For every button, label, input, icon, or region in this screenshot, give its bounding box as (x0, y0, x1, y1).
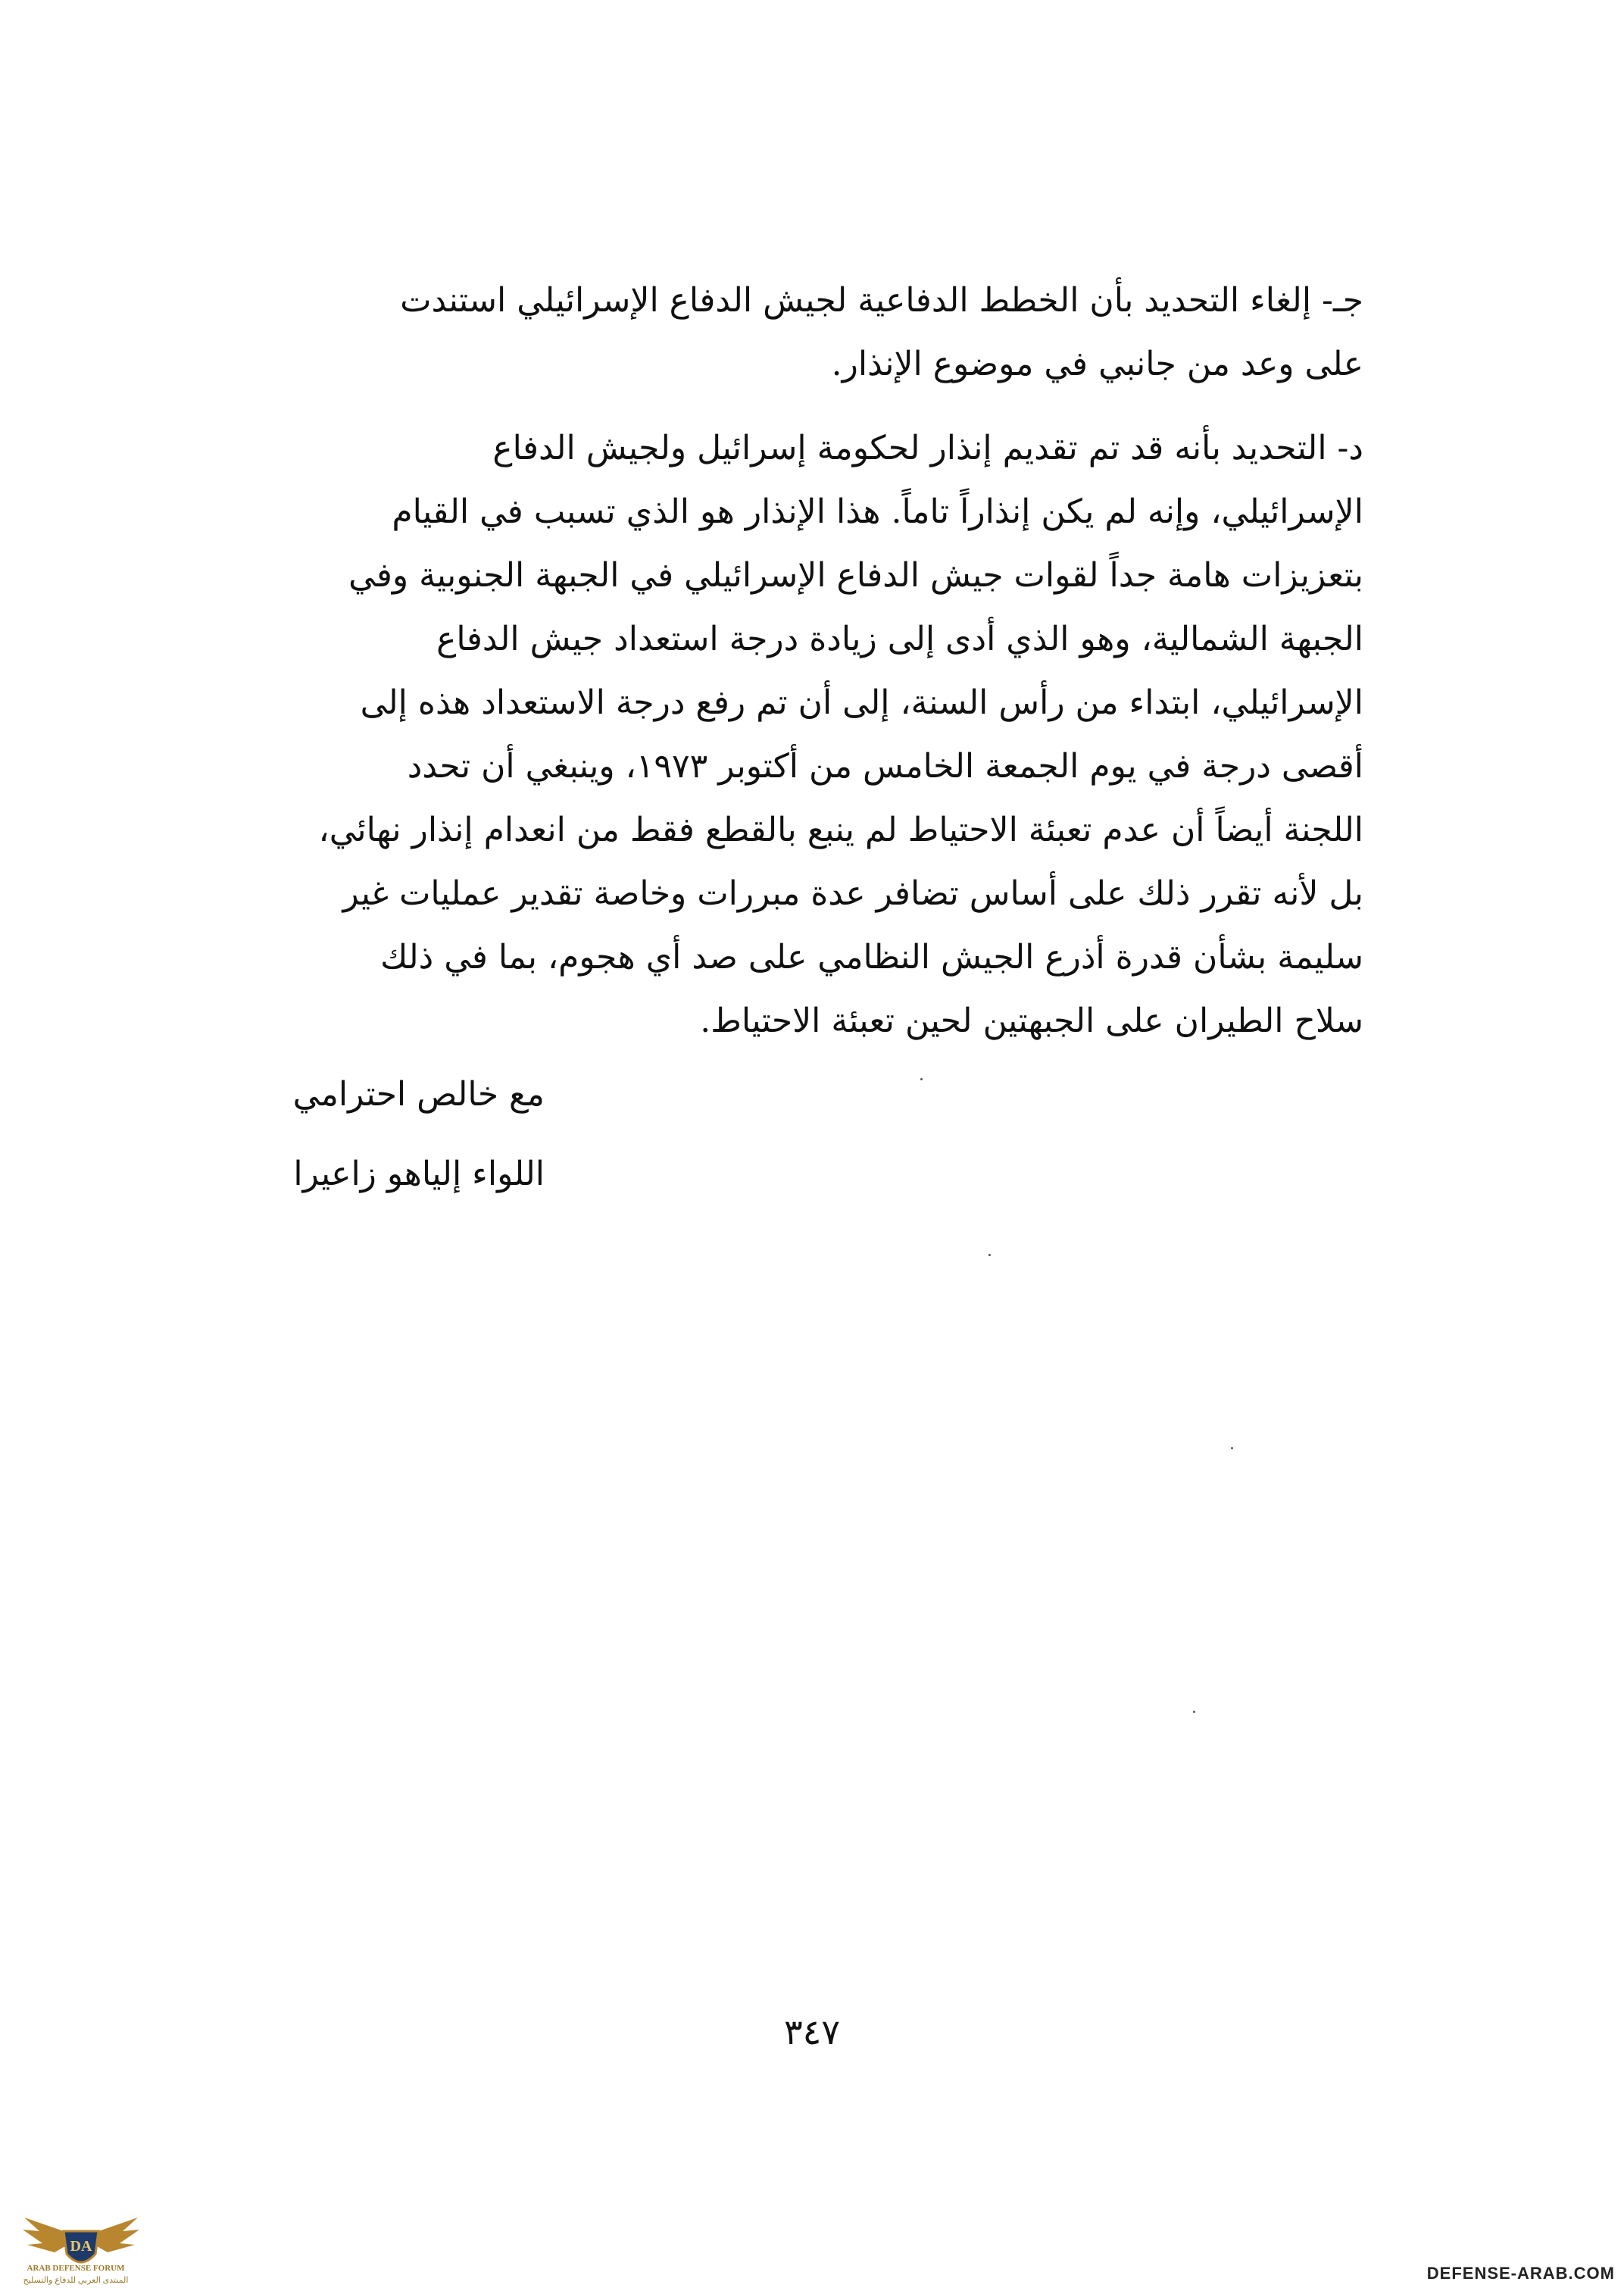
paragraph-c (299, 269, 1363, 396)
paragraph-d-line: سليمة بشأن قدرة أذرع الجيش النظامي على صد أي هجوم، بما في ذلك (380, 938, 1363, 977)
scan-speck (1193, 1711, 1195, 1713)
paragraph-d-line: بل لأنه تقرر ذلك على أساس تضافر عدة مبررات وخاصة تقدير عمليات غير (342, 874, 1363, 913)
paragraph-c-line: على وعد من جانبي في موضوع الإنذار. (831, 345, 1363, 383)
scan-speck (920, 1078, 923, 1080)
paragraph-d-line: سلاح الطيران على الجبهتين لحين تعبئة الاحتياط. (700, 1002, 1363, 1040)
paragraph-d-line: الإسرائيلي، وإنه لم يكن إنذاراً تاماً. هذا الإنذار هو الذي تسبب في القيام (392, 492, 1363, 531)
paragraph-d-line: الإسرائيلي، ابتداء من رأس السنة، إلى أن تم رفع درجة الاستعداد هذه إلى (360, 683, 1363, 722)
site-watermark: DEFENSE-ARAB.COM (1426, 2264, 1615, 2283)
logo-caption-ar: المنتدى العربي للدفاع والتسليح (23, 2276, 129, 2285)
scan-speck (1231, 1447, 1233, 1449)
paragraph-d (299, 417, 1363, 1053)
logo-caption-en: ARAB DEFENSE FORUM (27, 2264, 125, 2273)
paragraph-d-line: د- التحديد بأنه قد تم تقديم إنذار لحكومة إسرائيل ولجيش الدفاع (492, 429, 1363, 467)
signature: اللواء إلياهو زاعيرا (293, 1155, 545, 1193)
paragraph-d-line: أقصى درجة في يوم الجمعة الخامس من أكتوبر ١٩٧٣، وينبغي أن تحدد (407, 747, 1363, 786)
paragraph-d-line: بتعزيزات هامة جداً لقوات جيش الدفاع الإسرائيلي في الجبهة الجنوبية وفي (348, 556, 1363, 595)
closing-salutation: مع خالص احترامي (292, 1075, 545, 1114)
paragraph-c-line: جـ- إلغاء التحديد بأن الخطط الدفاعية لجيش الدفاع الإسرائيلي استندت (400, 281, 1363, 320)
scan-speck (988, 1254, 991, 1256)
paragraph-d-line: الجبهة الشمالية، وهو الذي أدى إلى زيادة درجة استعداد جيش الدفاع (436, 620, 1363, 658)
paragraph-d-line: اللجنة أيضاً أن عدم تعبئة الاحتياط لم ينبع بالقطع فقط من انعدام إنذار نهائي، (318, 811, 1363, 849)
page-number: ٣٤٧ (783, 2011, 841, 2052)
logo-monogram: DA (70, 2238, 92, 2255)
